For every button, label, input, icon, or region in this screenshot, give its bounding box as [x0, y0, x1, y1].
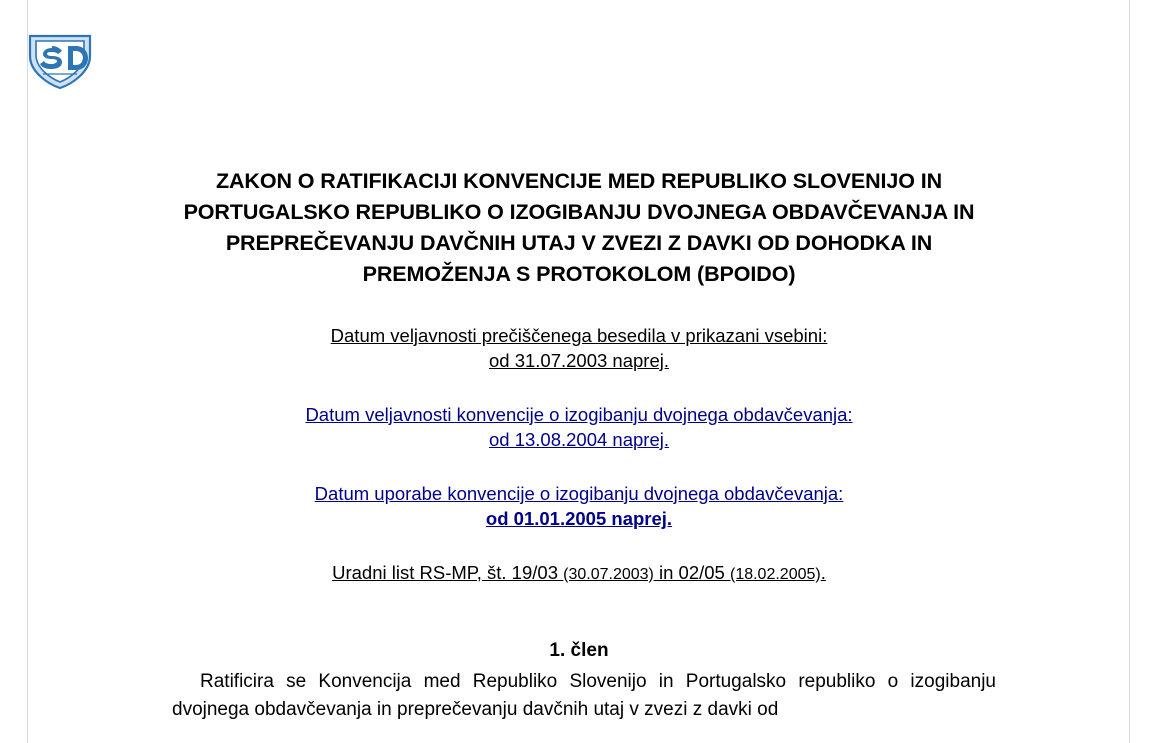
validity-convention-line2: od 13.08.2004 naprej. [488, 428, 669, 450]
gazette-main: Uradni list RS-MP, št. 19/03 [332, 561, 564, 583]
application-convention-line2: od 01.01.2005 naprej. [485, 507, 673, 529]
gazette-date-1: (30.07.2003) [563, 565, 654, 583]
article-heading: 1. člen [549, 639, 609, 661]
page-title: ZAKON O RATIFIKACIJI KONVENCIJE MED REPUBLIKO SLOVENIJO IN PORTUGALSKO REPUBLIKO O IZOGIBANJU DVOJNEGA OBDAVČEVANJA IN PREPREČEVANJU DAVČNIH UTAJ V ZVEZI Z DAVKI OD DOHODKA IN PREMOŽENJA S PROTOKOLOM (BPOIDO) [183, 169, 975, 286]
right-margin-rule [1129, 0, 1130, 743]
gazette-mid: in 02/05 [653, 561, 730, 583]
gazette-end: . [820, 561, 826, 583]
slovenian-emblem-logo-icon [20, 28, 100, 92]
validity-convention-line1: Datum veljavnosti konvencije o izogibanju dvojnega obdavčevanja: [305, 403, 853, 425]
validity-consolidated-line2: od 31.07.2003 naprej. [488, 349, 669, 371]
gazette-date-2: (18.02.2005) [729, 565, 821, 583]
validity-consolidated-block [160, 324, 998, 374]
application-convention-block [160, 482, 998, 532]
validity-convention-block [160, 403, 998, 453]
left-margin-rule [27, 0, 28, 743]
gazette-reference [160, 562, 998, 584]
application-convention-line1: Datum uporabe konvencije o izogibanju dvojnega obdavčevanja: [314, 482, 844, 504]
validity-consolidated-line1: Datum veljavnosti prečiščenega besedila v prikazani vsebini: [330, 324, 828, 346]
document-content [160, 0, 998, 725]
article-paragraph: Ratificira se Konvencija med Republiko Slovenijo in Portugalsko republiko o izogibanju dvojnega obdavčevanja in preprečevanju davčnih utaj v zvezi z davki od [172, 670, 996, 721]
